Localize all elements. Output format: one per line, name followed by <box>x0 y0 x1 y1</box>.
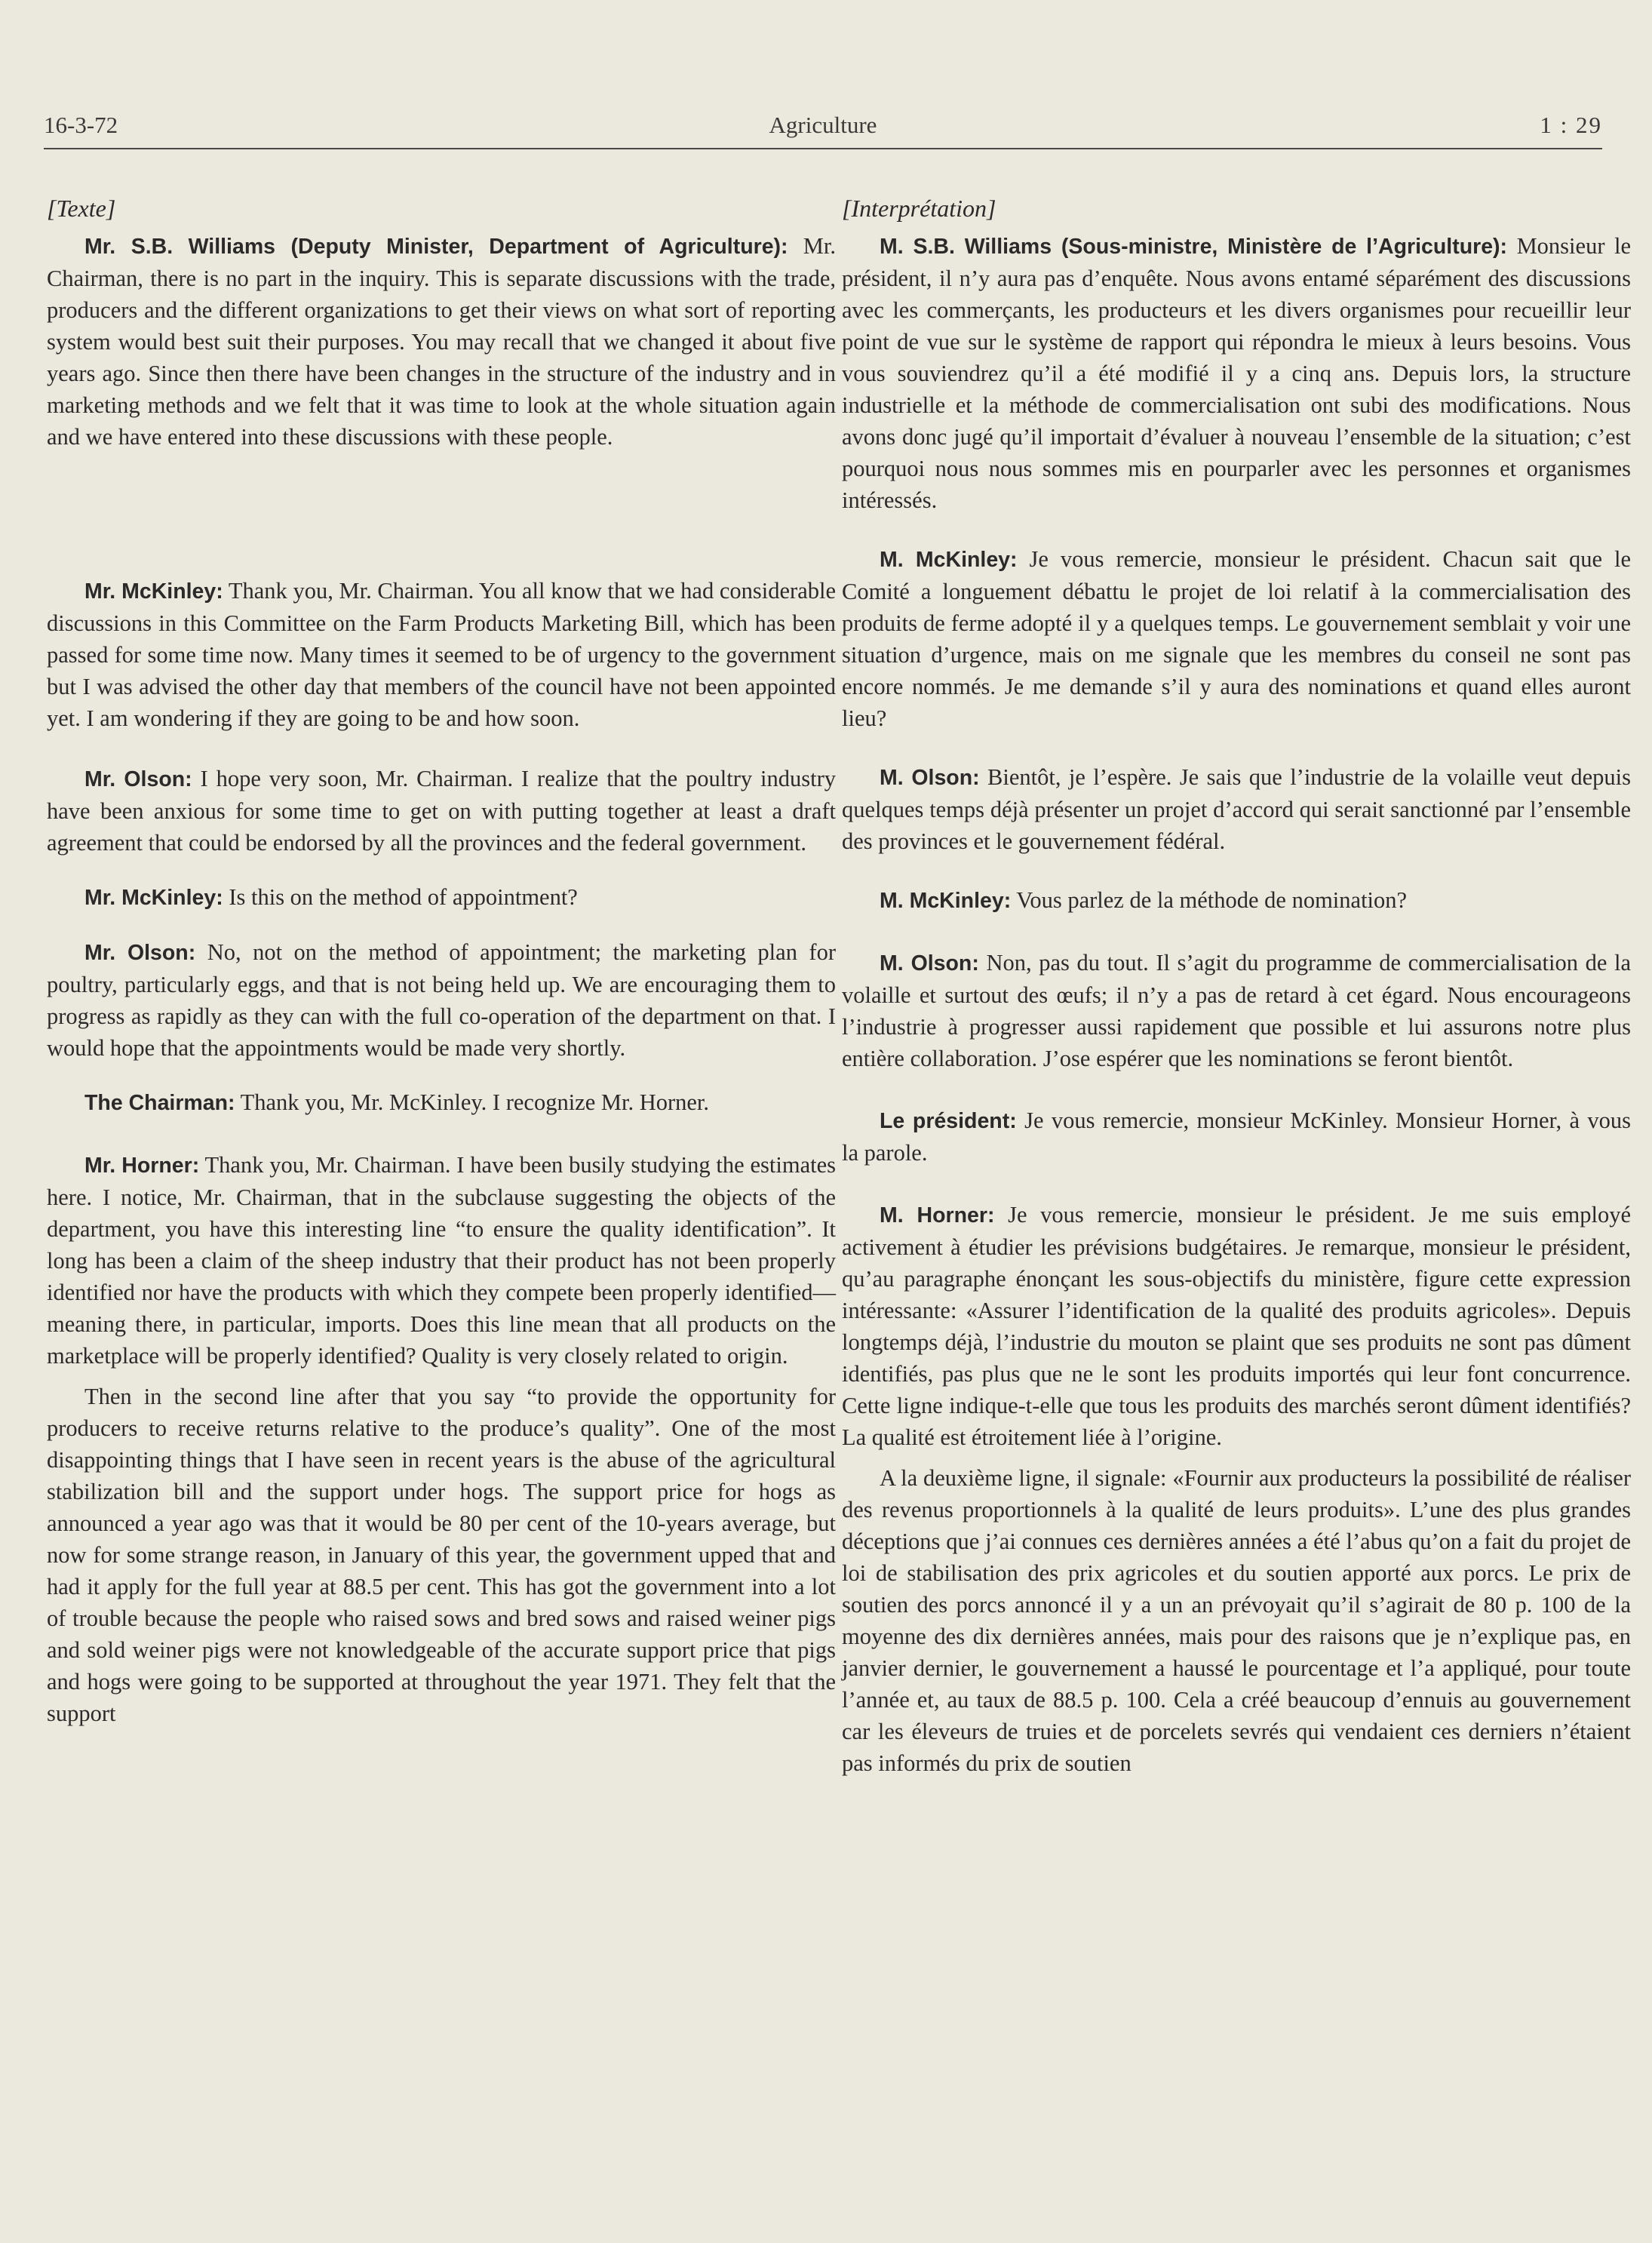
speech-text: Bientôt, je l’espère. Je sais que l’industrie de la volaille veut depuis quelques temps déjà présenter un projet d’accord qui serait sanctionné par l’ensemble des provinces et le gouvernement fédéral. <box>842 764 1631 854</box>
paragraph-fr-5 <box>842 947 1631 1074</box>
speech-text: Thank you, Mr. Chairman. I have been busily studying the estimates here. I notice, Mr. Chairman, that in the subclause suggesting the objects of the department, you have this interesting line “to ensure the quality identification”. It long has been a claim of the sheep industry that their product has not been properly identified nor have the products with which they compete been properly identified—meaning there, in particular, imports. Does this line mean that all products on the marketplace will be properly identified? Quality is very closely related to origin. <box>47 1152 836 1369</box>
paragraph-fr-1 <box>842 230 1631 516</box>
speech-text: A la deuxième ligne, il signale: «Fournir aux producteurs la possibilité de réaliser des revenus proportionnels à la qualité de leurs produits». L’une des plus grandes déceptions que j’ai connues ces dernières années a été l’abus qu’on a fait du projet de loi de stabilisation des prix agricoles et du soutien apporté aux porcs. Le prix de soutien des porcs annoncé il y a un an prévoyait qu’il s’agirait de 80 p. 100 de la moyenne des dix dernières années, mais pour des raisons que je n’explique pas, en janvier dernier, le gouvernement a haussé le pourcentage et l’a appliqué, pour toute l’année et, au taux de 88.5 p. 100. Cela a créé beaucoup d’ennuis au gouvernement car les éleveurs de truies et de porcelets sevrés qui vendaient ces derniers n’étaient pas informés du prix de soutien <box>842 1465 1631 1776</box>
speaker-name: Mr. McKinley: <box>84 579 223 604</box>
paragraph-en-5 <box>47 936 836 1064</box>
speech-text: Then in the second line after that you say “to provide the opportunity for producers to receive returns relative to the produce’s quality”. One of the most disappointing things that I have seen in recent years is the abuse of the agricultural stabilization bill and the support under hogs. The support price for hogs as announced a year ago was that it would be 80 per cent of the 10-years average, but now for some strange reason, in January of this year, the government upped that and had it apply for the full year at 88.5 per cent. This has got the government into a lot of trouble because the people who raised sows and bred sows and raised weiner pigs and sold weiner pigs were not knowledgeable of the accurate support price that pigs and hogs were going to be supported at throughout the year 1971. They felt that the support <box>47 1384 836 1726</box>
speaker-name: Mr. S.B. Williams (Deputy Minister, Department of Agriculture): <box>84 235 788 259</box>
section-label-french: [Interprétation] <box>842 195 996 222</box>
header-page-number: 1 : 29 <box>1540 112 1602 138</box>
speech-text: Thank you, Mr. McKinley. I recognize Mr. Horner. <box>240 1089 710 1115</box>
paragraph-en-6 <box>47 1086 836 1119</box>
speech-text: Je vous remercie, monsieur McKinley. Monsieur Horner, à vous la parole. <box>842 1108 1632 1166</box>
speaker-name: The Chairman: <box>84 1091 235 1115</box>
paragraph-fr-3 <box>842 761 1631 857</box>
speech-text: Monsieur le président, il n’y aura pas d’enquête. Nous avons entamé séparément des discussions avec les commerçants, les producteurs et les divers organismes pour recueillir leur point de vue sur le système de rapport qui répondra le mieux à leurs besoins. Vous vous souviendrez qu’il a été modifié il y a cinq ans. Depuis lors, la structure industrielle et la méthode de commercialisation ont subi des modifications. Nous avons donc jugé qu’il importait d’évaluer à nouveau l’ensemble de la situation; c’est pourquoi nous nous sommes mis en pourparler avec les personnes et organismes intéressés. <box>842 233 1632 513</box>
speech-text: Is this on the method of appointment? <box>229 884 578 910</box>
paragraph-en-8 <box>47 1381 836 1729</box>
paragraph-en-4 <box>47 881 836 914</box>
paragraph-fr-7 <box>842 1199 1631 1453</box>
paragraph-fr-6 <box>842 1105 1631 1169</box>
speech-text: Vous parlez de la méthode de nomination? <box>1016 887 1408 913</box>
page-header <box>44 112 1602 149</box>
speaker-name: M. Horner: <box>880 1203 995 1228</box>
paragraph-en-7 <box>47 1149 836 1372</box>
speaker-name: Mr. McKinley: <box>84 886 223 910</box>
speaker-name: Mr. Horner: <box>84 1154 200 1178</box>
speech-text: No, not on the method of appointment; the marketing plan for poultry, particularly eggs, and that is not being held up. We are encouraging them to progress as rapidly as they can with the full co-operation of the department on that. I would hope that the appointments would be made very shortly. <box>47 939 836 1061</box>
header-title: Agriculture <box>769 112 877 138</box>
speaker-name: Le président: <box>880 1109 1017 1133</box>
section-label-english: [Texte] <box>47 195 116 222</box>
speaker-name: Mr. Olson: <box>84 941 196 965</box>
speaker-name: M. McKinley: <box>880 548 1018 572</box>
paragraph-fr-4 <box>842 884 1631 917</box>
speaker-name: Mr. Olson: <box>84 767 192 791</box>
speech-text: Mr. Chairman, there is no part in the inquiry. This is separate discussions with the trade, producers and the different organizations to get their views on what sort of reporting system would best suit their purposes. You may recall that we changed it about five years ago. Since then there have been changes in the structure of the industry and in marketing methods and we felt that it was time to look at the whole situation again and we have entered into these discussions with these people. <box>47 233 836 450</box>
paragraph-fr-8 <box>842 1462 1631 1779</box>
paragraph-en-2 <box>47 575 836 734</box>
paragraph-en-3 <box>47 763 836 859</box>
french-column <box>842 192 1631 1779</box>
header-date: 16-3-72 <box>44 112 118 138</box>
english-column <box>47 192 836 1729</box>
paragraph-en-1 <box>47 230 836 453</box>
speaker-name: M. S.B. Williams (Sous-ministre, Ministère de l’Agriculture): <box>880 235 1508 259</box>
speech-text: Je vous remercie, monsieur le président. Je me suis employé activement à étudier les prévisions budgétaires. Je remarque, monsieur le président, qu’au paragraphe énonçant les sous-objectifs du ministère, figure cette expression intéressante: «Assurer l’identification de la qualité des produits agricoles». Depuis longtemps déjà, l’industrie du mouton se plaint que ses produits ne sont pas dûment identifiés, pas plus que ne le sont les produits importés qui leur font concurrence. Cette ligne indique-t-elle que tous les produits des marchés seront dûment identifiés? La qualité est étroitement liée à l’origine. <box>842 1202 1631 1450</box>
speaker-name: M. Olson: <box>880 766 980 790</box>
speaker-name: M. Olson: <box>880 951 979 976</box>
speech-text: Je vous remercie, monsieur le président. Chacun sait que le Comité a longuement débattu le projet de loi relatif à la commercialisation des produits de ferme adopté il y a quelques temps. Le gouvernement semblait y voir une situation d’urgence, mais on me signale que les membres du conseil ne sont pas encore nommés. Je me demande s’il y aura des nominations et quand elles auront lieu? <box>842 546 1631 731</box>
speaker-name: M. McKinley: <box>880 889 1012 913</box>
speech-text: Non, pas du tout. Il s’agit du programme de commercialisation de la volaille et surtout des œufs; il n’y a pas de retard à cet égard. Nous encourageons l’industrie à progresser aussi rapidement que possible et lui assurons notre plus entière collaboration. J’ose espérer que les nominations se feront bientôt. <box>842 950 1631 1071</box>
header-rule <box>44 148 1602 149</box>
speech-text: Thank you, Mr. Chairman. You all know that we had considerable discussions in this Committee on the Farm Products Marketing Bill, which has been passed for some time now. Many times it seemed to be of urgency to the government but I was advised the other day that members of the council have not been appointed yet. I am wondering if they are going to be and how soon. <box>47 578 836 731</box>
paragraph-fr-2 <box>842 543 1631 734</box>
speech-text: I hope very soon, Mr. Chairman. I realize that the poultry industry have been anxious for some time to get on with putting together at least a draft agreement that could be endorsed by all the provinces and the federal government. <box>47 766 837 856</box>
